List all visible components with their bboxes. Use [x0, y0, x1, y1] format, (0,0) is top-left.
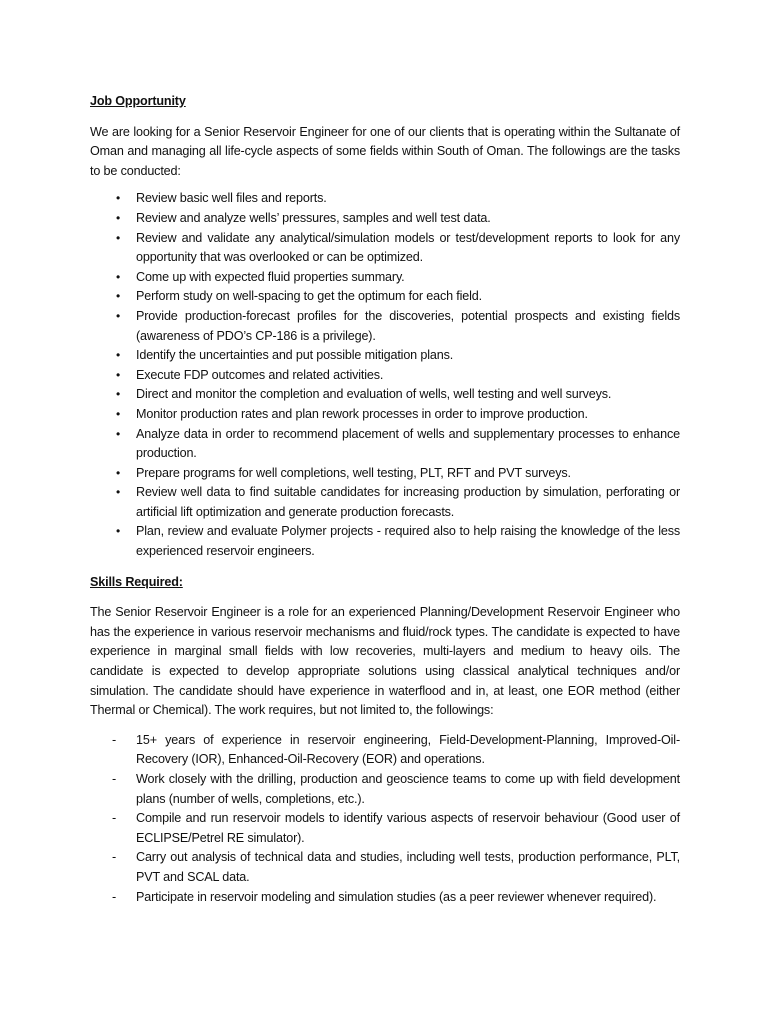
task-text: Direct and monitor the completion and evaluation of wells, well testing and well surveys.	[136, 387, 612, 402]
task-item	[90, 189, 680, 209]
job-opportunity-heading: Job Opportunity	[90, 94, 186, 108]
requirement-text: Work closely with the drilling, production and geoscience teams to come up with field development plans (number of wells, completions, etc.).	[136, 772, 680, 806]
task-text: Prepare programs for well completions, well testing, PLT, RFT and PVT surveys.	[136, 465, 571, 480]
dash-icon: -	[112, 850, 117, 865]
task-text: Review and analyze wells’ pressures, samples and well test data.	[136, 210, 491, 225]
task-text: Perform study on well-spacing to get the optimum for each field.	[136, 289, 482, 304]
task-item	[90, 522, 680, 561]
dash-icon: -	[112, 889, 117, 904]
bullet-icon: •	[116, 230, 121, 245]
requirement-text: Participate in reservoir modeling and simulation studies (as a peer reviewer whenever required).	[136, 889, 657, 904]
requirement-text: Compile and run reservoir models to identify various aspects of reservoir behaviour (Good user of ECLIPSE/Petrel RE simulator).	[136, 811, 680, 845]
task-item	[90, 385, 680, 405]
bullet-icon: •	[116, 465, 121, 480]
task-text: Review and validate any analytical/simulation models or test/development reports to look for any opportunity that was overlooked or can be optimized.	[136, 230, 680, 265]
task-item	[90, 366, 680, 386]
task-item	[90, 209, 680, 229]
task-item	[90, 307, 680, 346]
task-text: Come up with expected fluid properties summary.	[136, 269, 405, 284]
task-item	[90, 229, 680, 268]
requirement-item	[90, 809, 680, 848]
task-text: Plan, review and evaluate Polymer projects - required also to help raising the knowledge of the less experienced reservoir engineers.	[136, 524, 680, 559]
bullet-icon: •	[116, 524, 121, 539]
requirement-item	[90, 731, 680, 770]
skills-required-heading: Skills Required:	[90, 574, 183, 589]
bullet-icon: •	[116, 387, 121, 402]
document-page	[90, 92, 680, 907]
bullet-icon: •	[116, 426, 121, 441]
dash-icon: -	[112, 772, 117, 786]
requirements-list	[90, 731, 680, 907]
task-text: Review well data to find suitable candidates for increasing production by simulation, perforating or artificial lift optimization and generate production forecasts.	[136, 485, 680, 519]
tasks-list	[90, 189, 680, 561]
task-item	[90, 287, 680, 307]
task-text: Review basic well files and reports.	[136, 191, 327, 206]
bullet-icon: •	[116, 348, 121, 363]
bullet-icon: •	[116, 485, 121, 500]
dash-icon: -	[112, 732, 117, 747]
requirement-text: 15+ years of experience in reservoir engineering, Field-Development-Planning, Improved-Oil-Recovery (IOR), Enhanced-Oil-Recovery (EOR) and operations.	[136, 732, 680, 767]
bullet-icon: •	[116, 269, 121, 284]
bullet-icon: •	[116, 308, 121, 323]
requirement-text: Carry out analysis of technical data and studies, including well tests, production performance, PLT, PVT and SCAL data.	[136, 850, 680, 884]
bullet-icon: •	[116, 289, 121, 304]
requirement-item	[90, 888, 680, 908]
task-item	[90, 425, 680, 464]
task-item	[90, 268, 680, 288]
task-text: Provide production-forecast profiles for the discoveries, potential prospects and existing fields (awareness of PDO’s CP-186 is a privilege).	[136, 308, 680, 343]
skills-paragraph: The Senior Reservoir Engineer is a role for an experienced Planning/Development Reservoir Engineer who has the experience in various reservoir mechanisms and fluid/rock types. The candidate is expected to have experience in marginal small fields with low recoveries, multi-layers and medium to heavy oils. The candidate is expected to develop appropriate solutions using classical analytical techniques and/or simulation. The candidate should have experience in waterflood and in, at least, one EOR method (either Thermal or Chemical). The work requires, but not limited to, the followings:	[90, 605, 680, 718]
task-text: Identify the uncertainties and put possible mitigation plans.	[136, 348, 454, 363]
requirement-item	[90, 848, 680, 887]
bullet-icon: •	[116, 210, 121, 225]
requirement-item	[90, 770, 680, 809]
bullet-icon: •	[116, 191, 121, 206]
task-item	[90, 483, 680, 522]
task-item	[90, 464, 680, 484]
task-text: Analyze data in order to recommend placement of wells and supplementary processes to enhance production.	[136, 426, 680, 461]
bullet-icon: •	[116, 406, 121, 421]
task-item	[90, 405, 680, 425]
bullet-icon: •	[116, 367, 121, 382]
task-item	[90, 346, 680, 366]
intro-paragraph: We are looking for a Senior Reservoir Engineer for one of our clients that is operating within the Sultanate of Oman and managing all life-cycle aspects of some fields within South of Oman. The followings are the tasks to be conducted:	[90, 124, 680, 178]
task-text: Execute FDP outcomes and related activities.	[136, 367, 384, 382]
task-text: Monitor production rates and plan rework processes in order to improve production.	[136, 406, 588, 421]
dash-icon: -	[112, 811, 117, 826]
